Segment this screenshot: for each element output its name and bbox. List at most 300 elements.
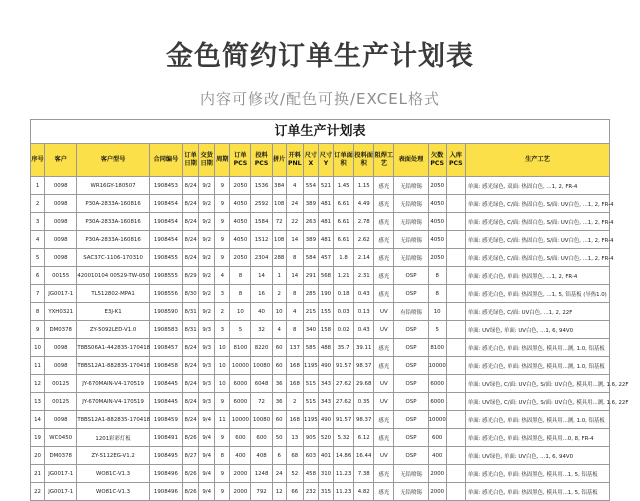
table-cell[interactable]: 29.68 xyxy=(354,375,374,393)
table-cell[interactable]: 0098 xyxy=(45,177,77,195)
table-cell[interactable]: 0.13 xyxy=(354,303,374,321)
table-cell[interactable]: T8BS12A1-882835-170418 xyxy=(77,357,150,375)
table-cell[interactable]: 1908556 xyxy=(149,285,182,303)
table-cell[interactable]: 168 xyxy=(286,411,303,429)
table-cell[interactable]: 1.8 xyxy=(334,249,354,267)
table-cell[interactable]: 4 xyxy=(272,321,286,339)
table-cell[interactable]: 单面: 感光白色, 单面: 热固黑色, 模具用...测, 1.0, 铝基板 xyxy=(465,411,609,429)
table-cell[interactable] xyxy=(446,321,465,339)
table-cell[interactable]: 24 xyxy=(272,465,286,483)
table-cell[interactable]: 1.45 xyxy=(334,177,354,195)
table-cell[interactable]: WO81C-V1.3 xyxy=(77,465,150,483)
table-cell[interactable]: 7.38 xyxy=(354,465,374,483)
table-cell[interactable]: OSP xyxy=(394,411,428,429)
table-cell[interactable]: 10000 xyxy=(230,411,251,429)
table-cell[interactable]: 905 xyxy=(303,429,318,447)
table-cell[interactable]: 20 xyxy=(31,447,45,465)
table-cell[interactable]: 2.14 xyxy=(354,249,374,267)
table-cell[interactable]: 8/26 xyxy=(183,429,199,447)
table-cell[interactable]: 1908491 xyxy=(149,429,182,447)
table-cell[interactable]: DM0378 xyxy=(45,321,77,339)
table-cell[interactable]: 389 xyxy=(303,195,318,213)
table-cell[interactable]: 27.62 xyxy=(334,375,354,393)
table-cell[interactable]: 1 xyxy=(31,177,45,195)
table-cell[interactable]: 8/31 xyxy=(183,303,199,321)
table-cell[interactable]: 5 xyxy=(31,249,45,267)
table-cell[interactable]: 4 xyxy=(215,267,230,285)
table-cell[interactable]: 8100 xyxy=(428,339,446,357)
table-cell[interactable]: 1908457 xyxy=(149,339,182,357)
table-cell[interactable]: 8100 xyxy=(230,339,251,357)
table-cell[interactable]: 108 xyxy=(272,195,286,213)
table-cell[interactable]: 603 xyxy=(303,447,318,465)
table-cell[interactable] xyxy=(446,483,465,501)
table-cell[interactable]: 1248 xyxy=(251,465,272,483)
table-cell[interactable]: 感光 xyxy=(374,249,394,267)
table-cell[interactable] xyxy=(446,195,465,213)
table-cell[interactable]: 8 xyxy=(286,321,303,339)
table-cell[interactable]: 感光 xyxy=(374,465,394,483)
table-cell[interactable]: 10080 xyxy=(251,411,272,429)
table-cell[interactable]: 2 xyxy=(31,195,45,213)
table-cell[interactable]: 515 xyxy=(303,393,318,411)
table-cell[interactable]: 单面: 感光白色, 单面: 热固黑色, 模具用...0, 8, FR-4 xyxy=(465,429,609,447)
table-cell[interactable]: 8/24 xyxy=(183,195,199,213)
table-cell[interactable]: 6000 xyxy=(230,393,251,411)
table-cell[interactable]: 2.62 xyxy=(354,231,374,249)
table-cell[interactable]: 11.23 xyxy=(334,483,354,501)
table-cell[interactable]: 9 xyxy=(215,213,230,231)
table-cell[interactable]: 401 xyxy=(318,447,333,465)
table-cell[interactable]: WO81C-V1.3 xyxy=(77,483,150,501)
table-cell[interactable]: 21 xyxy=(31,465,45,483)
table-cell[interactable]: 9 xyxy=(215,177,230,195)
table-cell[interactable]: 9/2 xyxy=(199,213,215,231)
table-cell[interactable]: 16 xyxy=(251,285,272,303)
table-cell[interactable]: 8 xyxy=(286,285,303,303)
table-cell[interactable]: 6.61 xyxy=(334,213,354,231)
table-cell[interactable]: 0.43 xyxy=(354,285,374,303)
table-cell[interactable]: 4.82 xyxy=(354,483,374,501)
table-cell[interactable]: 9/4 xyxy=(199,465,215,483)
table-cell[interactable]: 4 xyxy=(286,303,303,321)
table-cell[interactable]: 14 xyxy=(286,231,303,249)
table-cell[interactable]: 6.61 xyxy=(334,231,354,249)
table-cell[interactable]: 1908459 xyxy=(149,411,182,429)
table-cell[interactable]: 14 xyxy=(31,411,45,429)
table-cell[interactable]: 8 xyxy=(428,285,446,303)
table-cell[interactable]: 0098 xyxy=(45,249,77,267)
table-cell[interactable]: 9/3 xyxy=(199,339,215,357)
table-cell[interactable]: 343 xyxy=(318,393,333,411)
table-cell[interactable]: 481 xyxy=(318,231,333,249)
table-cell[interactable]: 9/3 xyxy=(199,393,215,411)
table-cell[interactable]: 6000 xyxy=(428,393,446,411)
table-cell[interactable]: 481 xyxy=(318,195,333,213)
table-cell[interactable]: 52 xyxy=(286,465,303,483)
table-cell[interactable]: 168 xyxy=(286,375,303,393)
table-cell[interactable]: 感光 xyxy=(374,231,394,249)
table-cell[interactable]: 554 xyxy=(303,177,318,195)
table-cell[interactable]: 0098 xyxy=(45,357,77,375)
table-cell[interactable]: 520 xyxy=(318,429,333,447)
table-cell[interactable]: 91.57 xyxy=(334,357,354,375)
table-cell[interactable]: 481 xyxy=(318,213,333,231)
table-cell[interactable]: 8 xyxy=(230,267,251,285)
table-cell[interactable]: UV xyxy=(374,393,394,411)
table-cell[interactable]: 5.32 xyxy=(334,429,354,447)
table-cell[interactable]: 9/4 xyxy=(199,447,215,465)
table-cell[interactable]: 232 xyxy=(303,483,318,501)
table-cell[interactable] xyxy=(446,231,465,249)
table-cell[interactable]: 4050 xyxy=(428,231,446,249)
table-cell[interactable]: 无铅喷锡 xyxy=(394,483,428,501)
table-cell[interactable]: UV xyxy=(374,321,394,339)
table-cell[interactable]: OSP xyxy=(394,429,428,447)
table-cell[interactable]: SAC37C-1106-170310 xyxy=(77,249,150,267)
table-cell[interactable]: 9 xyxy=(215,249,230,267)
table-cell[interactable]: 8/24 xyxy=(183,375,199,393)
table-cell[interactable]: 2050 xyxy=(428,177,446,195)
table-cell[interactable]: 8/24 xyxy=(183,213,199,231)
table-cell[interactable]: 感光 xyxy=(374,213,394,231)
table-cell[interactable]: P30A-2833A-160816 xyxy=(77,195,150,213)
table-cell[interactable] xyxy=(446,429,465,447)
table-cell[interactable]: 0.43 xyxy=(354,321,374,339)
table-cell[interactable]: 单面: 感光绿色, C/面: 热固白色, S/面: UV白色, ...1, 2, FR-4 xyxy=(465,195,609,213)
table-cell[interactable]: 1.15 xyxy=(354,177,374,195)
table-cell[interactable]: 8 xyxy=(286,249,303,267)
table-cell[interactable]: 9/3 xyxy=(199,357,215,375)
table-cell[interactable] xyxy=(446,213,465,231)
table-cell[interactable]: 0.02 xyxy=(334,321,354,339)
table-cell[interactable]: 263 xyxy=(303,213,318,231)
table-cell[interactable]: 8 xyxy=(230,285,251,303)
table-cell[interactable]: 400 xyxy=(428,447,446,465)
table-cell[interactable]: 2 xyxy=(272,285,286,303)
table-cell[interactable]: 12 xyxy=(31,375,45,393)
table-cell[interactable]: 9 xyxy=(215,231,230,249)
table-cell[interactable]: 12 xyxy=(272,483,286,501)
table-cell[interactable]: 2050 xyxy=(428,249,446,267)
table-cell[interactable]: 389 xyxy=(303,231,318,249)
table-cell[interactable]: 16.44 xyxy=(354,447,374,465)
table-cell[interactable]: 单面: 感光白色, 单面: 热固黑色, 模具用...测, 1.0, 铝基板 xyxy=(465,357,609,375)
table-cell[interactable]: 8 xyxy=(215,447,230,465)
table-cell[interactable]: 8 xyxy=(31,303,45,321)
table-cell[interactable]: 2000 xyxy=(230,483,251,501)
table-cell[interactable]: 1908583 xyxy=(149,321,182,339)
table-cell[interactable]: 2.78 xyxy=(354,213,374,231)
table-cell[interactable]: 27.62 xyxy=(334,393,354,411)
table-cell[interactable]: 158 xyxy=(318,321,333,339)
table-cell[interactable]: 单面: UV绿色, 单面: UV白色, ...1, 6, 94V0 xyxy=(465,321,609,339)
table-cell[interactable]: 2 xyxy=(215,303,230,321)
table-cell[interactable]: 单面: 感光白色, 单面: 热固黑色, ...1, 2, FR-4 xyxy=(465,267,609,285)
table-cell[interactable]: 10080 xyxy=(251,357,272,375)
table-cell[interactable]: 2000 xyxy=(428,483,446,501)
table-cell[interactable]: 291 xyxy=(303,267,318,285)
table-cell[interactable]: T8BS06A1-442835-170418 xyxy=(77,339,150,357)
table-cell[interactable]: 98.37 xyxy=(354,357,374,375)
table-cell[interactable]: 585 xyxy=(303,339,318,357)
table-cell[interactable]: 10000 xyxy=(428,411,446,429)
table-cell[interactable]: YXH0321 xyxy=(45,303,77,321)
table-cell[interactable]: 单面: 感光白色, 单面: 热固黑色, 模具用...1, 5, 铝基板 xyxy=(465,483,609,501)
table-cell[interactable]: 0.35 xyxy=(354,393,374,411)
table-cell[interactable]: 感光 xyxy=(374,429,394,447)
table-cell[interactable]: 9/2 xyxy=(199,177,215,195)
table-cell[interactable]: 6048 xyxy=(251,375,272,393)
table-cell[interactable]: 91.57 xyxy=(334,411,354,429)
table-cell[interactable]: 3 xyxy=(215,321,230,339)
table-cell[interactable]: 792 xyxy=(251,483,272,501)
table-cell[interactable]: 40 xyxy=(251,303,272,321)
table-cell[interactable]: 8/24 xyxy=(183,393,199,411)
table-cell[interactable]: P30A-2833A-160816 xyxy=(77,231,150,249)
table-cell[interactable]: OSP xyxy=(394,447,428,465)
table-cell[interactable]: 2050 xyxy=(230,249,251,267)
table-cell[interactable]: 8/24 xyxy=(183,411,199,429)
table-cell[interactable]: 515 xyxy=(303,375,318,393)
table-cell[interactable]: 10000 xyxy=(230,357,251,375)
table-cell[interactable]: 68 xyxy=(286,447,303,465)
table-cell[interactable]: 458 xyxy=(303,465,318,483)
table-cell[interactable]: 9/4 xyxy=(199,411,215,429)
table-cell[interactable]: 1195 xyxy=(303,411,318,429)
table-cell[interactable]: 10 xyxy=(215,339,230,357)
table-cell[interactable] xyxy=(446,357,465,375)
table-cell[interactable]: 1908453 xyxy=(149,177,182,195)
table-cell[interactable]: 1536 xyxy=(251,177,272,195)
table-cell[interactable]: 00125 xyxy=(45,375,77,393)
table-cell[interactable]: 2000 xyxy=(428,465,446,483)
table-cell[interactable]: 14 xyxy=(286,267,303,285)
table-cell[interactable]: 10000 xyxy=(428,357,446,375)
table-cell[interactable]: 22 xyxy=(286,213,303,231)
table-cell[interactable]: 2592 xyxy=(251,195,272,213)
table-cell[interactable]: 384 xyxy=(272,177,286,195)
table-cell[interactable]: 1908455 xyxy=(149,249,182,267)
table-cell[interactable]: 4050 xyxy=(230,195,251,213)
table-cell[interactable]: 9/2 xyxy=(199,231,215,249)
table-cell[interactable]: 感光 xyxy=(374,357,394,375)
table-cell[interactable]: 568 xyxy=(318,267,333,285)
table-cell[interactable]: 2 xyxy=(286,393,303,411)
table-cell[interactable]: 10 xyxy=(31,339,45,357)
table-cell[interactable]: 9 xyxy=(215,195,230,213)
table-cell[interactable]: OSP xyxy=(394,393,428,411)
table-cell[interactable]: 单面: UV绿色, C/面: UV白色, S/面: UV白色, 模具用...测, 1.6, 22F xyxy=(465,375,609,393)
table-cell[interactable]: 315 xyxy=(318,483,333,501)
table-cell[interactable]: 8/24 xyxy=(183,177,199,195)
table-cell[interactable]: 单面: 感光白色, 单面: 热固黑色, 模具用...测, 1.0, 铝基板 xyxy=(465,339,609,357)
table-cell[interactable]: JY-670MAIN-V4-170519 xyxy=(77,393,150,411)
table-cell[interactable]: 32 xyxy=(251,321,272,339)
table-cell[interactable]: 单面: 感光绿色, C/面: 热固白色, S/面: UV白色, ...1, 2, FR-4 xyxy=(465,231,609,249)
table-cell[interactable]: ZY-5092LED-V1.0 xyxy=(77,321,150,339)
table-cell[interactable]: 8/24 xyxy=(183,231,199,249)
table-cell[interactable]: P30A-2833A-160816 xyxy=(77,213,150,231)
table-cell[interactable]: 60 xyxy=(272,339,286,357)
table-cell[interactable]: JY-670MAIN-V4-170519 xyxy=(77,375,150,393)
table-cell[interactable]: 66 xyxy=(286,483,303,501)
table-cell[interactable]: 感光 xyxy=(374,339,394,357)
table-cell[interactable]: 400 xyxy=(230,447,251,465)
table-cell[interactable]: OSP xyxy=(394,267,428,285)
table-cell[interactable]: 35.7 xyxy=(334,339,354,357)
table-cell[interactable]: 2.31 xyxy=(354,267,374,285)
table-cell[interactable]: OSP xyxy=(394,357,428,375)
table-cell[interactable]: 10 xyxy=(230,303,251,321)
table-cell[interactable]: 13 xyxy=(286,429,303,447)
table-cell[interactable]: 8/24 xyxy=(183,357,199,375)
table-cell[interactable]: 单面: 感光白色, 单面: 热固黑色, ...1, 5, 铝基板 (导热1.0) xyxy=(465,285,609,303)
table-cell[interactable]: 1908445 xyxy=(149,393,182,411)
table-cell[interactable]: 3 xyxy=(31,213,45,231)
table-cell[interactable]: 108 xyxy=(272,231,286,249)
table-cell[interactable]: 6 xyxy=(272,447,286,465)
table-cell[interactable]: 50 xyxy=(272,429,286,447)
table-cell[interactable]: 36 xyxy=(272,375,286,393)
table-cell[interactable]: 521 xyxy=(318,177,333,195)
table-cell[interactable]: 9/2 xyxy=(199,195,215,213)
table-cell[interactable]: 7 xyxy=(31,285,45,303)
table-cell[interactable]: 285 xyxy=(303,285,318,303)
table-cell[interactable]: 190 xyxy=(318,285,333,303)
table-cell[interactable]: 8/26 xyxy=(183,483,199,501)
table-cell[interactable]: 340 xyxy=(303,321,318,339)
table-cell[interactable]: 0.18 xyxy=(334,285,354,303)
table-cell[interactable]: 215 xyxy=(303,303,318,321)
table-cell[interactable]: 无铅喷锡 xyxy=(394,195,428,213)
table-cell[interactable]: 感光 xyxy=(374,411,394,429)
table-cell[interactable]: 1.21 xyxy=(334,267,354,285)
table-cell[interactable]: 00155 xyxy=(45,267,77,285)
table-cell[interactable]: 8/31 xyxy=(183,321,199,339)
table-cell[interactable] xyxy=(446,339,465,357)
table-cell[interactable]: 8/29 xyxy=(183,267,199,285)
table-cell[interactable]: 9 xyxy=(215,465,230,483)
table-cell[interactable]: 11 xyxy=(31,357,45,375)
table-cell[interactable] xyxy=(446,375,465,393)
table-cell[interactable]: OSP xyxy=(394,285,428,303)
table-cell[interactable]: 9/2 xyxy=(199,303,215,321)
table-cell[interactable]: 8/26 xyxy=(183,465,199,483)
table-cell[interactable]: 1908495 xyxy=(149,447,182,465)
table-cell[interactable]: 22 xyxy=(31,483,45,501)
table-cell[interactable]: OSP xyxy=(394,321,428,339)
table-cell[interactable]: 137 xyxy=(286,339,303,357)
table-cell[interactable]: 1908590 xyxy=(149,303,182,321)
table-cell[interactable]: 9/3 xyxy=(199,321,215,339)
table-cell[interactable]: 有铅喷锡 xyxy=(394,303,428,321)
table-cell[interactable]: 343 xyxy=(318,375,333,393)
table-cell[interactable]: 0098 xyxy=(45,231,77,249)
table-cell[interactable]: 9 xyxy=(215,429,230,447)
table-cell[interactable]: DM0378 xyxy=(45,447,77,465)
table-cell[interactable] xyxy=(446,411,465,429)
table-cell[interactable]: WC0450 xyxy=(45,429,77,447)
table-cell[interactable]: 1512 xyxy=(251,231,272,249)
table-cell[interactable]: 2000 xyxy=(230,465,251,483)
table-cell[interactable]: 1195 xyxy=(303,357,318,375)
table-cell[interactable]: 无铅喷锡 xyxy=(394,249,428,267)
table-cell[interactable]: 24 xyxy=(286,195,303,213)
table-cell[interactable]: 4050 xyxy=(230,231,251,249)
table-cell[interactable]: 36 xyxy=(272,393,286,411)
table-cell[interactable] xyxy=(446,465,465,483)
table-cell[interactable]: 457 xyxy=(318,249,333,267)
table-cell[interactable]: 单面: 感光绿色, C/面: 热固白色, S/面: UV白色, ...1, 2, FR-4 xyxy=(465,213,609,231)
table-cell[interactable]: JG0017-1 xyxy=(45,483,77,501)
table-cell[interactable]: ZY-5112EG-V1.2 xyxy=(77,447,150,465)
table-cell[interactable]: 72 xyxy=(272,213,286,231)
table-cell[interactable]: 60 xyxy=(272,411,286,429)
table-cell[interactable]: 1908454 xyxy=(149,213,182,231)
table-cell[interactable]: 98.37 xyxy=(354,411,374,429)
table-cell[interactable]: 168 xyxy=(286,357,303,375)
table-cell[interactable]: 单面: 感光绿色, C/面: UV白色, ...1, 2, 22F xyxy=(465,303,609,321)
table-cell[interactable]: 10 xyxy=(215,357,230,375)
table-cell[interactable]: 8 xyxy=(428,267,446,285)
table-cell[interactable]: 600 xyxy=(428,429,446,447)
table-cell[interactable]: 1908454 xyxy=(149,195,182,213)
table-cell[interactable]: 单面: 感光绿色, C/面: 热固白色, S/面: UV白色, ...1, 2, FR-4 xyxy=(465,249,609,267)
table-cell[interactable] xyxy=(446,303,465,321)
table-cell[interactable]: 0098 xyxy=(45,213,77,231)
table-cell[interactable]: 感光 xyxy=(374,195,394,213)
table-cell[interactable]: 6000 xyxy=(230,375,251,393)
table-cell[interactable]: 6 xyxy=(31,267,45,285)
table-cell[interactable]: 1908458 xyxy=(149,357,182,375)
table-cell[interactable]: 6.61 xyxy=(334,195,354,213)
table-cell[interactable] xyxy=(446,177,465,195)
table-cell[interactable]: 19 xyxy=(31,429,45,447)
table-cell[interactable]: 00125 xyxy=(45,393,77,411)
table-cell[interactable]: 488 xyxy=(318,339,333,357)
table-cell[interactable]: 1584 xyxy=(251,213,272,231)
table-cell[interactable]: E3J-K1 xyxy=(77,303,150,321)
table-cell[interactable]: JG0017-1 xyxy=(45,465,77,483)
table-cell[interactable]: 单面: UV绿色, C/面: UV白色, S/面: UV白色, 模具用...测, 1.6, 22F xyxy=(465,393,609,411)
table-cell[interactable]: 490 xyxy=(318,357,333,375)
table-cell[interactable]: UV xyxy=(374,303,394,321)
table-cell[interactable]: 8/24 xyxy=(183,339,199,357)
table-cell[interactable]: 无铅喷锡 xyxy=(394,465,428,483)
table-cell[interactable]: 39.11 xyxy=(354,339,374,357)
table-cell[interactable]: OSP xyxy=(394,339,428,357)
table-cell[interactable]: 无铅喷锡 xyxy=(394,213,428,231)
table-cell[interactable]: OSP xyxy=(394,375,428,393)
table-cell[interactable]: 4050 xyxy=(428,195,446,213)
table-cell[interactable]: 1908496 xyxy=(149,483,182,501)
table-cell[interactable] xyxy=(446,249,465,267)
table-cell[interactable]: 9/4 xyxy=(199,483,215,501)
table-cell[interactable]: 0.03 xyxy=(334,303,354,321)
table-cell[interactable]: 4050 xyxy=(428,213,446,231)
table-cell[interactable]: T8BS12A1-882835-170418 xyxy=(77,411,150,429)
table-cell[interactable]: 1 xyxy=(272,267,286,285)
table-cell[interactable]: 8/30 xyxy=(183,285,199,303)
table-cell[interactable]: 310 xyxy=(318,465,333,483)
table-cell[interactable]: 155 xyxy=(318,303,333,321)
table-cell[interactable]: 感光 xyxy=(374,483,394,501)
table-cell[interactable]: 1908555 xyxy=(149,267,182,285)
table-cell[interactable]: 5 xyxy=(428,321,446,339)
table-cell[interactable]: 8220 xyxy=(251,339,272,357)
table-cell[interactable]: UV xyxy=(374,447,394,465)
